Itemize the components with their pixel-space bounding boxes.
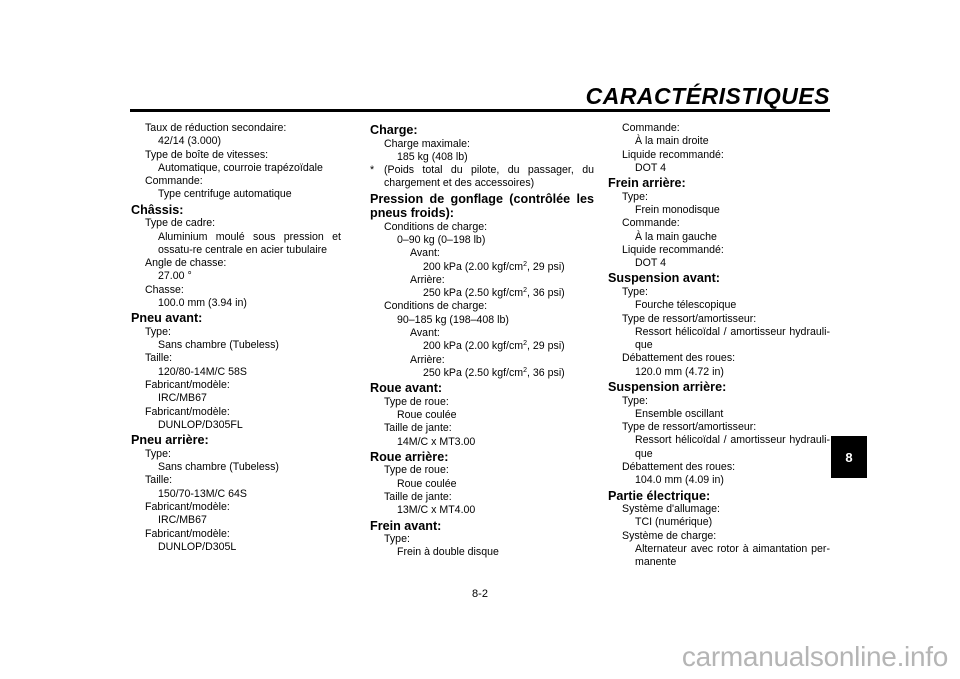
spec-label: Fabricant/modèle: [145, 500, 230, 513]
spec-label: Type: [622, 285, 648, 298]
superscript: 2 [523, 366, 528, 374]
spec-value: 0–90 kg (0–198 lb) [397, 233, 486, 246]
spec-value: DUNLOP/D305FL [158, 418, 243, 431]
section-heading-rear-suspension: Suspension arrière: [608, 380, 727, 395]
spec-label: Type: [384, 533, 410, 546]
spec-label: Système d'allumage: [622, 503, 721, 516]
section-heading-front-wheel: Roue avant: [370, 381, 443, 396]
spec-label: Débattement des roues: [622, 352, 736, 365]
spec-label: Fabricant/modèle: [145, 379, 230, 392]
spec-value: Sans chambre (Tubeless) [158, 461, 279, 474]
spec-value: IRC/MB67 [158, 392, 207, 405]
spec-value: 185 kg (408 lb) [397, 150, 468, 163]
spec-label: Type de ressort/amortisseur: [622, 312, 757, 325]
spec-label: Liquide recommandé: [622, 243, 724, 256]
watermark: carmanualsonline.info [681, 641, 948, 672]
spec-value: DOT 4 [635, 257, 667, 270]
spec-value: 13M/C x MT4.00 [397, 504, 476, 517]
section-heading-chassis: Châssis: [131, 202, 184, 217]
spec-label: Type de roue: [384, 464, 449, 477]
pressure-text: , 36 psi) [527, 366, 565, 379]
pressure-text: , 29 psi) [527, 340, 565, 353]
spec-label: Type: [145, 447, 171, 460]
spec-label: Type de cadre: [145, 217, 216, 230]
pressure-text: , 36 psi) [527, 287, 565, 300]
spec-value: 27.00 ° [158, 270, 192, 283]
spec-value: 14M/C x MT3.00 [397, 435, 476, 448]
spec-label: Type de ressort/amortisseur: [622, 421, 757, 434]
pressure-value [370, 287, 594, 300]
spec-label: Type: [145, 325, 171, 338]
spec-label: Type de boîte de vitesses: [145, 148, 269, 161]
pressure-value [370, 261, 594, 274]
spec-value: 90–185 kg (198–408 lb) [397, 313, 509, 326]
spec-label: Arrière: [410, 353, 445, 366]
chapter-tab: 8 [831, 436, 867, 478]
spec-label: Débattement des roues: [622, 461, 736, 474]
spec-value: 150/70-13M/C 64S [158, 487, 247, 500]
spec-value: 100.0 mm (3.94 in) [158, 297, 247, 310]
spec-label: Taille de jante: [384, 491, 452, 504]
spec-label: Charge maximale: [384, 137, 470, 150]
spec-label: Commande: [622, 122, 680, 134]
spec-value: 104.0 mm (4.09 in) [635, 474, 724, 487]
spec-label: Fabricant/modèle: [145, 405, 230, 418]
spec-value: Fourche télescopique [635, 299, 737, 312]
spec-label: Avant: [410, 247, 440, 260]
superscript: 2 [523, 260, 528, 268]
spec-value: Aluminium moulé sous pression et ossatu-re centrale en acier tubulaire [158, 230, 341, 256]
section-heading-load: Charge: [370, 123, 418, 137]
spec-label: Type: [622, 190, 648, 203]
spec-value: Type centrifuge automatique [158, 188, 292, 201]
spec-label: Conditions de charge: [384, 300, 488, 313]
spec-label: Chasse: [145, 283, 184, 296]
spec-value: Roue coulée [397, 409, 457, 422]
spec-value: Automatique, courroie trapézoïdale [158, 161, 323, 174]
spec-label: Avant: [410, 327, 440, 340]
spec-value: Roue coulée [397, 477, 457, 490]
column-2 [370, 122, 594, 560]
spec-value: Ensemble oscillant [635, 407, 724, 420]
section-heading-rear-brake: Frein arrière: [608, 176, 686, 191]
spec-label: Angle de chasse: [145, 257, 227, 270]
spec-value: 42/14 (3.000) [158, 135, 222, 148]
spec-value: Alternateur avec rotor à aimantation per-manente [635, 543, 830, 569]
spec-label: Système de charge: [622, 529, 717, 542]
spec-value: 120/80-14M/C 58S [158, 365, 247, 378]
spec-value: DUNLOP/D305L [158, 540, 237, 553]
spec-value: À la main droite [635, 135, 709, 148]
pressure-text: 200 kPa (2.00 kgf/cm [423, 340, 524, 353]
footnote [370, 164, 594, 191]
header-rule [130, 109, 830, 112]
spec-label: Commande: [145, 175, 203, 188]
footnote-text: (Poids total du pilote, du passager, du chargement et des accessoires) [384, 164, 594, 190]
section-heading-front-tire: Pneu avant: [131, 311, 203, 326]
spec-label: Taille: [145, 352, 173, 365]
spec-value: TCI (numérique) [635, 516, 713, 529]
spec-label: Type de roue: [384, 395, 449, 408]
page-title: CARACTÉRISTIQUES [585, 83, 830, 109]
section-heading-front-suspension: Suspension avant: [608, 271, 720, 286]
spec-value: Ressort hélicoïdal / amortisseur hydrauli-que [635, 325, 830, 352]
spec-value: À la main gauche [635, 230, 717, 243]
spec-label: Arrière: [410, 273, 445, 286]
spec-value: Sans chambre (Tubeless) [158, 339, 279, 352]
pressure-value [370, 340, 594, 353]
spec-label: Commande: [622, 217, 680, 230]
spec-label: Taux de réduction secondaire: [145, 122, 287, 134]
superscript: 2 [523, 340, 528, 348]
spec-value: Frein à double disque [397, 546, 499, 559]
footnote-marker: * [370, 164, 375, 177]
page-number: 8-2 [472, 588, 488, 600]
section-heading-electrical: Partie électrique: [608, 488, 711, 503]
section-heading-rear-tire: Pneu arrière: [131, 433, 209, 448]
spec-label: Taille de jante: [384, 422, 452, 435]
section-heading-front-brake: Frein avant: [370, 518, 442, 533]
pressure-text: , 29 psi) [527, 260, 565, 273]
column-1 [131, 122, 341, 554]
spec-value: Frein monodisque [635, 203, 720, 216]
column-3 [608, 122, 830, 570]
spec-label: Conditions de charge: [384, 220, 488, 233]
pressure-value [370, 367, 594, 380]
pressure-text: 200 kPa (2.00 kgf/cm [423, 260, 524, 273]
spec-value: DOT 4 [635, 161, 667, 174]
spec-value: IRC/MB67 [158, 514, 207, 527]
superscript: 2 [523, 287, 528, 295]
section-heading-rear-wheel: Roue arrière: [370, 449, 449, 464]
spec-label: Taille: [145, 474, 173, 487]
spec-value: 120.0 mm (4.72 in) [635, 365, 724, 378]
spec-label: Type: [622, 394, 648, 407]
spec-value: Ressort hélicoïdal / amortisseur hydrauli-que [635, 434, 830, 460]
pressure-text: 250 kPa (2.50 kgf/cm [423, 366, 524, 379]
pressure-text: 250 kPa (2.50 kgf/cm [423, 287, 524, 300]
section-heading-tire-pressure: Pression de gonflage (contrôlée les pneus froids): [370, 191, 594, 221]
spec-label: Liquide recommandé: [622, 148, 724, 161]
spec-label: Fabricant/modèle: [145, 527, 230, 540]
